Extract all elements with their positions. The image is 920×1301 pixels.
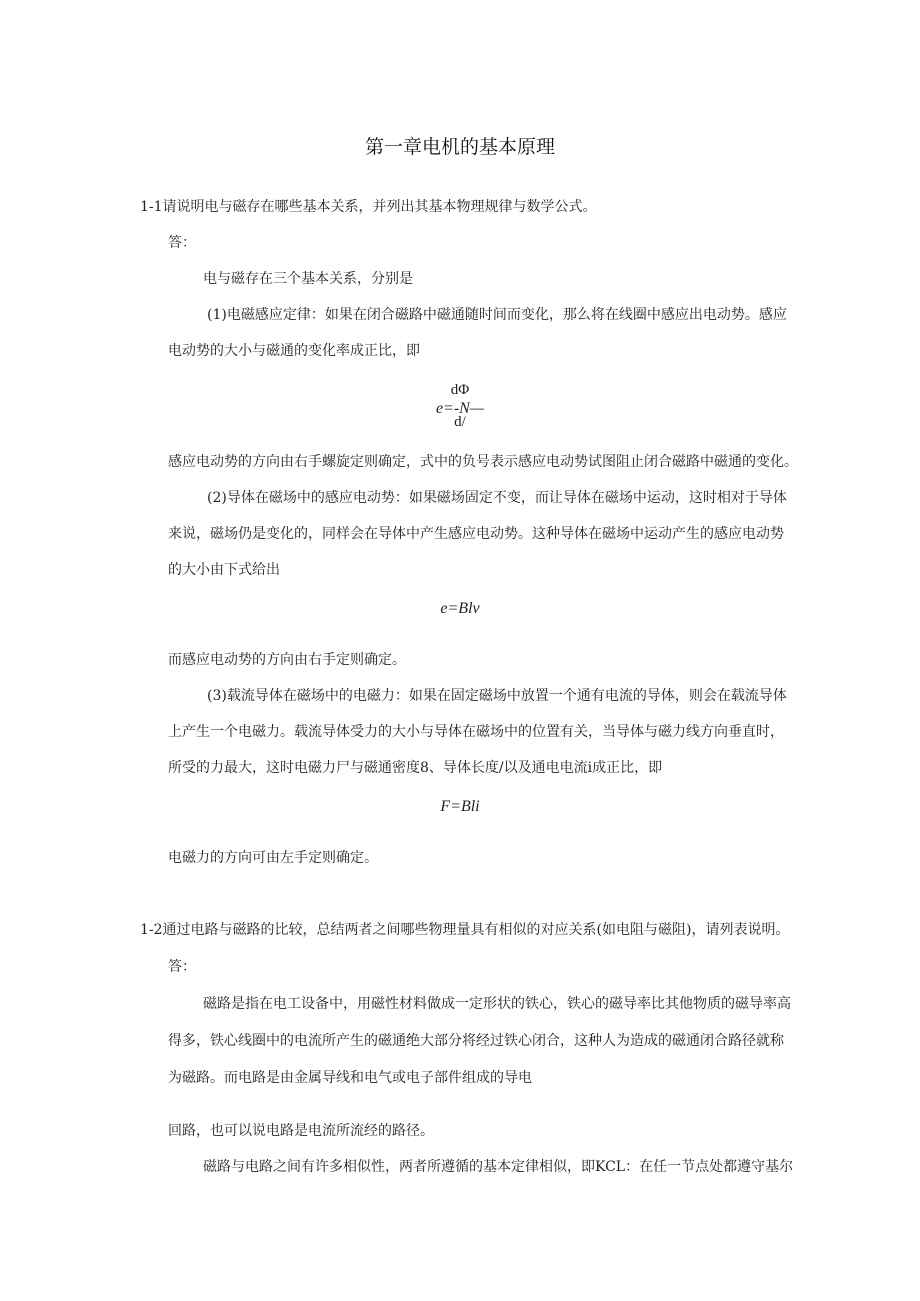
formula-1: e=-N— <box>435 400 485 417</box>
answer-intro: 电与磁存在三个基本关系，分别是 <box>203 271 413 287</box>
paragraph-line: 磁路与电路之间有许多相似性，两者所遵循的基本定律相似，即KCL：在任一节点处都遵守基尔 <box>203 1159 794 1175</box>
paragraph-line: 磁路是指在电工设备中，用磁性材料做成一定形状的铁心，铁心的磁导率比其他物质的磁导率高 <box>203 996 791 1012</box>
paragraph-line: 电动势的大小与磁通的变化率成正比，即 <box>168 343 420 359</box>
paragraph-line: (2)导体在磁场中的感应电动势：如果磁场固定不变，而让导体在磁场中运动，这时相对于导体 <box>207 490 787 506</box>
formula-2: e=Blv <box>440 600 480 617</box>
paragraph-line: 得多，铁心线圈中的电流所产生的磁通绝大部分将经过铁心闭合，这种人为造成的磁通闭合路径就称 <box>168 1033 784 1049</box>
paragraph-line: (3)载流导体在磁场中的电磁力：如果在固定磁场中放置一个通有电流的导体，则会在载流导体 <box>207 688 787 704</box>
formula-1-numerator: dΦ <box>450 382 470 398</box>
paragraph-line: 来说，磁场仍是变化的，同样会在导体中产生感应电动势。这种导体在磁场中运动产生的感应电动势 <box>168 526 784 542</box>
paragraph-line: 感应电动势的方向由右手螺旋定则确定，式中的负号表示感应电动势试图阻止闭合磁路中磁通的变化。 <box>168 454 798 470</box>
formula-3: F=Bli <box>440 798 480 815</box>
paragraph-line: 而感应电动势的方向由右手定则确定。 <box>168 652 406 668</box>
page-title: 第一章电机的基本原理 <box>364 136 555 158</box>
question-1-1: 1-1请说明电与磁存在哪些基本关系，并列出其基本物理规律与数学公式。 <box>140 199 597 215</box>
paragraph-line: 为磁路。而电路是由金属导线和电气或电子部件组成的导电 <box>168 1070 532 1086</box>
answer-label: 答： <box>168 959 196 975</box>
paragraph-line: 电磁力的方向可由左手定则确定。 <box>168 850 378 866</box>
paragraph-line: (1)电磁感应定律：如果在闭合磁路中磁通随时间而变化，那么将在线圈中感应出电动势。感应 <box>207 307 787 323</box>
paragraph-line: 所受的力最大，这时电磁力尸与磁通密度8、导体长度/以及通电电流i成正比，即 <box>168 760 663 776</box>
question-1-2: 1-2通过电路与磁路的比较，总结两者之间哪些物理量具有相似的对应关系(如电阻与磁阻)，请列表说明。 <box>140 922 790 938</box>
paragraph-line: 上产生一个电磁力。载流导体受力的大小与导体在磁场中的位置有关，当导体与磁力线方向垂直时， <box>168 724 784 740</box>
paragraph-line: 的大小由下式给出 <box>168 562 280 578</box>
answer-label: 答： <box>168 235 196 251</box>
formula-1-denominator: d/ <box>454 414 466 430</box>
paragraph-line: 回路，也可以说电路是电流所流经的路径。 <box>168 1123 434 1139</box>
